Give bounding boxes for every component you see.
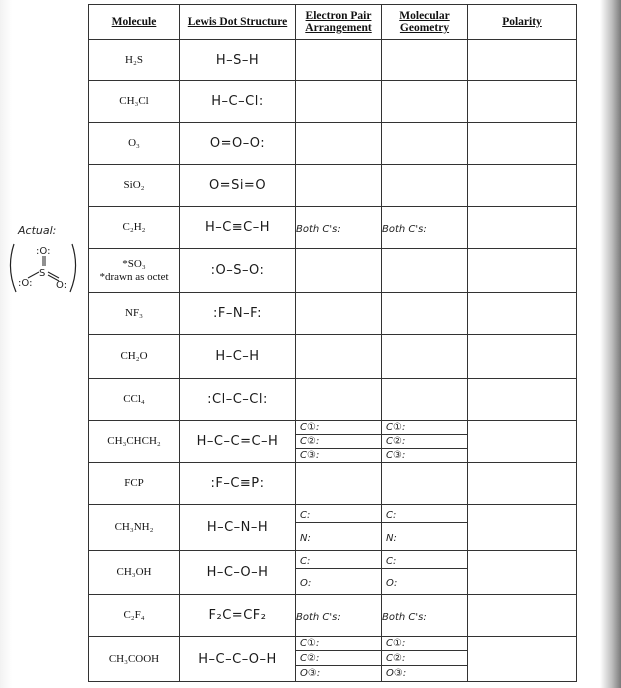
lewis-cell: O=Si=O	[180, 165, 296, 207]
table-row	[89, 40, 577, 81]
so3-actual-drawing	[6, 238, 80, 298]
electron-pair-line: C①:	[296, 638, 381, 651]
electron-pair-cell	[296, 551, 382, 595]
electron-pair-line: C③:	[300, 449, 320, 461]
geometry-line: C①:	[382, 422, 467, 435]
table-row	[89, 637, 577, 682]
geometry-cell	[382, 123, 468, 165]
polarity-cell	[468, 165, 577, 207]
electron-pair-cell	[296, 335, 382, 379]
geometry-cell	[382, 637, 468, 682]
table-row	[89, 463, 577, 505]
geometry-note: Both C's:	[382, 223, 427, 235]
geometry-cell	[382, 40, 468, 81]
geometry-line: O③:	[386, 668, 407, 679]
geometry-cell	[382, 293, 468, 335]
geometry-line: C③:	[386, 449, 406, 461]
molecule-cell: C₂H₂	[89, 207, 180, 249]
geometry-cell	[382, 207, 468, 249]
lewis-cell: :F–C≡P:	[180, 463, 296, 505]
lewis-cell: H–C–C=C–H	[180, 421, 296, 463]
svg-text:S: S	[39, 268, 46, 279]
polarity-cell	[468, 81, 577, 123]
lewis-cell: H–C–N–H	[180, 505, 296, 551]
electron-pair-cell	[296, 379, 382, 421]
table-row	[89, 505, 577, 551]
electron-pair-line: O:	[300, 577, 312, 589]
molecule-cell: CH₃CHCH₂	[89, 421, 180, 463]
geometry-cell	[382, 81, 468, 123]
molecule-table	[88, 4, 577, 682]
polarity-cell	[468, 463, 577, 505]
electron-pair-line: C:	[296, 556, 381, 569]
table-row	[89, 165, 577, 207]
electron-pair-cell	[296, 505, 382, 551]
polarity-cell	[468, 293, 577, 335]
electron-pair-line: C:	[296, 510, 381, 523]
lewis-cell: :Cl–C–Cl:	[180, 379, 296, 421]
geometry-line: C:	[382, 510, 467, 523]
polarity-cell	[468, 421, 577, 463]
electron-pair-line: C②:	[296, 653, 381, 666]
header-molecule: Molecule	[89, 5, 180, 40]
lewis-cell: H–S–H	[180, 40, 296, 81]
geometry-line: C①:	[382, 638, 467, 651]
electron-pair-cell	[296, 463, 382, 505]
electron-pair-cell	[296, 249, 382, 293]
geometry-cell	[382, 249, 468, 293]
svg-text:O:: O:	[56, 280, 68, 291]
electron-pair-note: Both C's:	[296, 223, 341, 235]
header-lewis: Lewis Dot Structure	[180, 5, 296, 40]
svg-text::O:: :O:	[36, 246, 51, 257]
lewis-cell: :F–N–F:	[180, 293, 296, 335]
lewis-cell: H–C–Cl:	[180, 81, 296, 123]
electron-pair-line: O③:	[300, 668, 321, 679]
electron-pair-cell	[296, 595, 382, 637]
molecule-cell	[89, 249, 180, 293]
polarity-cell	[468, 40, 577, 81]
header-row	[89, 5, 577, 40]
polarity-cell	[468, 637, 577, 682]
molecule-cell: FCP	[89, 463, 180, 505]
molecule-cell: CCl₄	[89, 379, 180, 421]
table-row	[89, 123, 577, 165]
lewis-cell: H–C≡C–H	[180, 207, 296, 249]
header-geometry: Molecular Geometry	[382, 5, 468, 40]
molecule-cell: CH₃Cl	[89, 81, 180, 123]
molecule-cell: NF₃	[89, 293, 180, 335]
electron-pair-line: C②:	[296, 436, 381, 449]
molecule-cell: C₂F₄	[89, 595, 180, 637]
geometry-line: O:	[386, 577, 398, 589]
side-note-label: Actual:	[18, 224, 57, 237]
polarity-cell	[468, 379, 577, 421]
svg-text::O:: :O:	[18, 278, 33, 289]
electron-pair-cell	[296, 81, 382, 123]
electron-pair-cell	[296, 421, 382, 463]
molecule-cell: CH₃NH₂	[89, 505, 180, 551]
header-electron-pair: Electron Pair Arrangement	[296, 5, 382, 40]
electron-pair-cell	[296, 165, 382, 207]
polarity-cell	[468, 551, 577, 595]
table-row	[89, 207, 577, 249]
geometry-cell	[382, 335, 468, 379]
table-row	[89, 249, 577, 293]
molecule-name: *SO₃	[122, 257, 146, 270]
electron-pair-cell	[296, 293, 382, 335]
table-row	[89, 293, 577, 335]
table-row	[89, 595, 577, 637]
electron-pair-cell	[296, 637, 382, 682]
molecule-cell: O₃	[89, 123, 180, 165]
table-row	[89, 81, 577, 123]
geometry-cell	[382, 379, 468, 421]
polarity-cell	[468, 595, 577, 637]
lewis-cell: F₂C=CF₂	[180, 595, 296, 637]
lewis-cell: :O–S–O:	[180, 249, 296, 293]
lewis-cell: H–C–H	[180, 335, 296, 379]
geometry-note: Both C's:	[382, 611, 427, 623]
molecule-cell: CH₃COOH	[89, 637, 180, 682]
table-row	[89, 379, 577, 421]
molecule-cell: CH₃OH	[89, 551, 180, 595]
polarity-cell	[468, 123, 577, 165]
molecule-cell: CH₂O	[89, 335, 180, 379]
polarity-cell	[468, 335, 577, 379]
lewis-cell: O=O–O:	[180, 123, 296, 165]
geometry-line: C②:	[382, 436, 467, 449]
table-row	[89, 421, 577, 463]
table-row	[89, 335, 577, 379]
lewis-cell: H–C–C–O–H	[180, 637, 296, 682]
electron-pair-line: N:	[300, 533, 311, 544]
molecule-note: *drawn as octet	[99, 270, 169, 283]
geometry-line: C:	[382, 556, 467, 569]
molecule-cell: H₂S	[89, 40, 180, 81]
electron-pair-cell	[296, 123, 382, 165]
geometry-line: N:	[386, 533, 397, 544]
geometry-cell	[382, 421, 468, 463]
geometry-cell	[382, 165, 468, 207]
table-row	[89, 551, 577, 595]
geometry-cell	[382, 505, 468, 551]
geometry-cell	[382, 463, 468, 505]
geometry-line: C②:	[382, 653, 467, 666]
geometry-cell	[382, 595, 468, 637]
polarity-cell	[468, 207, 577, 249]
electron-pair-note: Both C's:	[296, 611, 341, 623]
polarity-cell	[468, 249, 577, 293]
lewis-cell: H–C–O–H	[180, 551, 296, 595]
electron-pair-cell	[296, 40, 382, 81]
polarity-cell	[468, 505, 577, 551]
header-polarity: Polarity	[468, 5, 577, 40]
electron-pair-line: C①:	[296, 422, 381, 435]
geometry-cell	[382, 551, 468, 595]
molecule-cell: SiO₂	[89, 165, 180, 207]
electron-pair-cell	[296, 207, 382, 249]
